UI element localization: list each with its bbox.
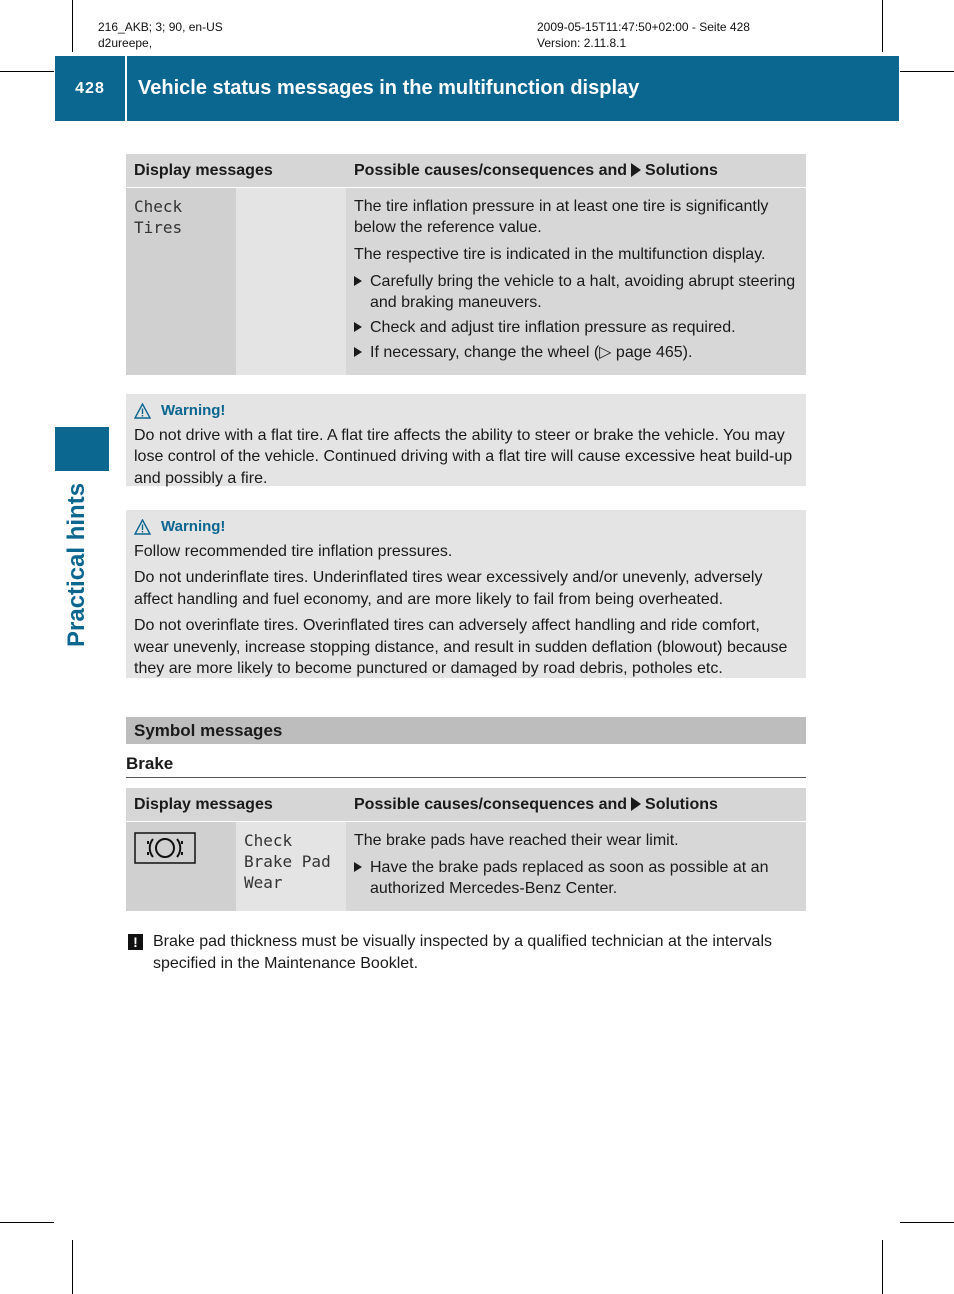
crop-mark (72, 0, 73, 52)
table-header-row (126, 788, 806, 822)
solution-step (354, 271, 798, 313)
step-text: If necessary, change the wheel (▷ page 465). (370, 344, 693, 361)
column-header-display: Display messages (126, 154, 346, 188)
meta-left-line2: d2ureepe, (98, 36, 153, 50)
side-tab-marker (55, 427, 109, 471)
warning-box-flat-tire (126, 394, 806, 486)
cause-text: The tire inflation pressure in at least one tire is significantly below the reference value. (354, 198, 769, 236)
step-text: Have the brake pads replaced as soon as possible at an authorized Mercedes-Benz Center. (370, 859, 769, 897)
page-title: Vehicle status messages in the multifunction display (127, 56, 899, 121)
step-text: Check and adjust tire inflation pressure as required. (370, 319, 736, 336)
solution-step (354, 317, 798, 338)
step-arrow-icon (354, 322, 362, 332)
step-arrow-icon (354, 862, 362, 872)
note-text: Brake pad thickness must be visually inspected by a qualified technician at the intervals specified in the Maintenance Booklet. (153, 933, 773, 972)
warning-box-inflation (126, 510, 806, 678)
message-line: Check (244, 831, 293, 850)
table-header-row (126, 154, 806, 188)
warning-title (134, 400, 798, 422)
crop-mark (882, 0, 883, 52)
message-line: Wear (244, 873, 283, 892)
step-text: Carefully bring the vehicle to a halt, avoiding abrupt steering and braking maneuvers. (370, 273, 796, 311)
step-arrow-icon (354, 347, 362, 357)
symbol-cell (126, 822, 236, 912)
warning-title-text: Warning! (161, 518, 226, 535)
table-row (126, 822, 806, 912)
meta-right-line1: 2009-05-15T11:47:50+02:00 - Seite 428 (537, 20, 750, 34)
crop-mark (0, 71, 54, 72)
arrow-right-icon (631, 797, 641, 811)
solutions-label: Solutions (645, 795, 718, 813)
exclamation-icon: ! (128, 934, 143, 950)
important-note (126, 931, 811, 974)
warning-text: Follow recommended tire inflation pressures. (134, 542, 453, 560)
column-header-causes (346, 154, 806, 188)
message-line: Tires (134, 218, 183, 237)
display-message-cell (126, 188, 236, 376)
message-line: Check (134, 197, 183, 216)
crop-mark (72, 1240, 73, 1294)
cause-text: The respective tire is indicated in the multifunction display. (354, 246, 766, 263)
meta-right-line2: Version: 2.11.8.1 (537, 36, 627, 50)
warning-title (134, 516, 798, 538)
brake-pad-wear-icon (134, 832, 196, 864)
step-arrow-icon (354, 276, 362, 286)
warning-text: Do not underinflate tires. Underinflated tires wear excessively and/or unevenly, adversely affect handling and fuel economy, and are more likely to fail from being overheated. (134, 569, 763, 608)
message-line: Brake Pad (244, 852, 331, 871)
crop-mark (882, 1240, 883, 1294)
column-header-causes (346, 788, 806, 822)
tire-message-table (126, 154, 806, 375)
meta-left-line1: 216_AKB; 3; 90, en-US (98, 20, 223, 34)
symbol-cell (236, 188, 346, 376)
solution-step (354, 857, 798, 899)
solutions-label: Solutions (645, 161, 718, 179)
column-header-display: Display messages (126, 788, 346, 822)
print-meta-left (98, 19, 223, 51)
solution-step (354, 342, 798, 363)
warning-triangle-icon (134, 403, 151, 419)
causes-cell (346, 188, 806, 376)
warning-title-text: Warning! (161, 402, 226, 419)
subsection-title: Brake (126, 754, 806, 778)
causes-label: Possible causes/consequences and (354, 161, 628, 179)
crop-mark (900, 71, 954, 72)
brake-message-table (126, 788, 806, 911)
cause-text: The brake pads have reached their wear limit. (354, 832, 679, 849)
warning-text: Do not overinflate tires. Overinflated tires can adversely affect handling and ride comfort, wear unevenly, increase stopping distance, and result in sudden deflation (blowout) because they are more likely to become punctured or damaged by road debris, potholes etc. (134, 617, 788, 677)
table-row (126, 188, 806, 376)
arrow-right-icon (631, 163, 641, 177)
causes-label: Possible causes/consequences and (354, 795, 628, 813)
side-tab-label: Practical hints (63, 482, 90, 647)
section-title: Symbol messages (126, 717, 806, 744)
causes-cell (346, 822, 806, 912)
crop-mark (0, 1222, 54, 1223)
crop-mark (900, 1222, 954, 1223)
warning-triangle-icon (134, 519, 151, 535)
display-message-cell (236, 822, 346, 912)
warning-text: Do not drive with a flat tire. A flat tire affects the ability to steer or brake the vehicle. You may lose control of the vehicle. Continued driving with a flat tire will cause excessive heat build-up and possibly a fire. (134, 426, 793, 487)
page-number: 428 (55, 56, 125, 121)
print-meta-right (537, 19, 750, 51)
